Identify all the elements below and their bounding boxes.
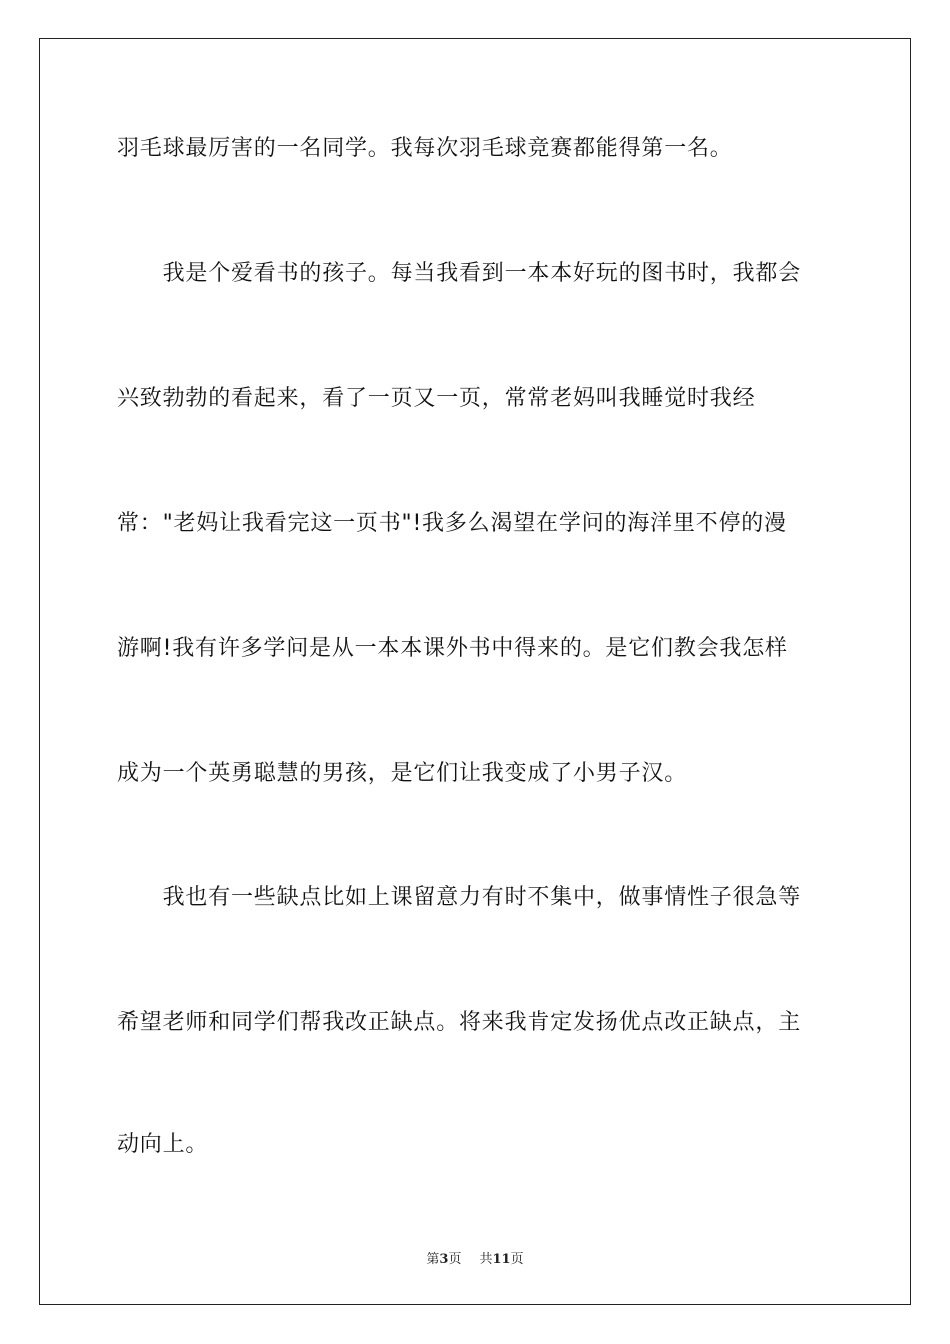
total-pages: 11 xyxy=(492,1252,511,1267)
page-border xyxy=(39,38,911,1305)
text-line-2: 我是个爱看书的孩子。每当我看到一本本好玩的图书时，我都会 xyxy=(117,261,802,286)
text-line-9: 动向上。 xyxy=(117,1132,209,1157)
text-line-5: 游啊!我有许多学问是从一本本课外书中得来的。是它们教会我怎样 xyxy=(117,636,788,661)
page-prefix: 第 xyxy=(426,1252,440,1267)
text-line-7: 我也有一些缺点比如上课留意力有时不集中，做事情性子很急等 xyxy=(117,885,802,910)
text-line-3: 兴致勃勃的看起来，看了一页又一页，常常老妈叫我睡觉时我经 xyxy=(117,386,756,411)
text-line-1: 羽毛球最厉害的一名同学。我每次羽毛球竞赛都能得第一名。 xyxy=(117,136,733,161)
page-number: 3 xyxy=(439,1252,449,1267)
text-line-6: 成为一个英勇聪慧的男孩，是它们让我变成了小男子汉。 xyxy=(117,761,688,786)
text-line-4: 常："老妈让我看完这一页书"!我多么渴望在学问的海洋里不停的漫 xyxy=(117,511,787,536)
page-footer xyxy=(0,1248,950,1267)
total-prefix: 共 xyxy=(479,1252,493,1267)
page-suffix: 页 xyxy=(448,1252,462,1267)
total-suffix: 页 xyxy=(510,1252,524,1267)
text-line-8: 希望老师和同学们帮我改正缺点。将来我肯定发扬优点改正缺点，主 xyxy=(117,1010,802,1035)
